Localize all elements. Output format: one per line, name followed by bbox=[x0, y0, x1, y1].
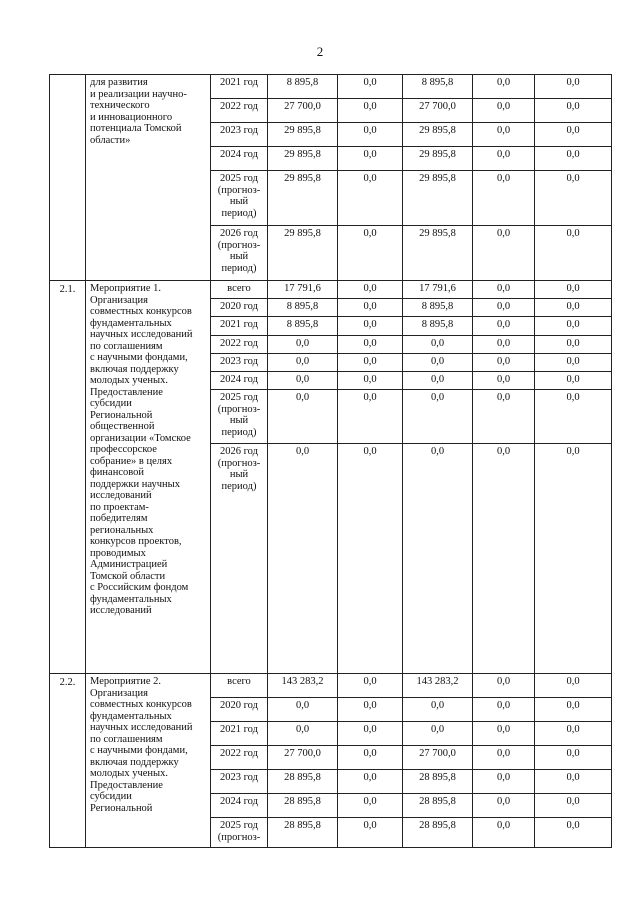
value-cell: 0,0 bbox=[268, 336, 338, 354]
value-cell: 143 283,2 bbox=[403, 674, 473, 698]
value-cell: 0,0 bbox=[535, 722, 612, 746]
value-cell: 0,0 bbox=[473, 123, 535, 147]
value-cell: 0,0 bbox=[535, 794, 612, 818]
item-description: Мероприятие 1. Организация совместных конкурсов фундаментальных научных исследований по соглашениям с научными фондами, включая поддержку молодых ученых. Предоставление субсидии Региональной общественной организации «Томское профессорское собрание» в целях финансовой поддержки научных исследований по проектам- победителям региональных конкурсов проектов, проводимых Администрацией Томской области с Российским фондом фундаментальных исследований bbox=[86, 281, 211, 674]
value-cell: 8 895,8 bbox=[403, 299, 473, 317]
table-row bbox=[50, 281, 612, 299]
period-cell: всего bbox=[211, 674, 268, 698]
period-cell: 2024 год bbox=[211, 147, 268, 171]
value-cell: 0,0 bbox=[535, 317, 612, 336]
value-cell: 0,0 bbox=[535, 674, 612, 698]
value-cell: 0,0 bbox=[473, 444, 535, 674]
item-description: Мероприятие 2. Организация совместных конкурсов фундаментальных научных исследований по соглашениям с научными фондами, включая поддержку молодых ученых. Предоставление субсидии Региональной bbox=[86, 674, 211, 848]
period-cell: 2020 год bbox=[211, 698, 268, 722]
value-cell: 0,0 bbox=[535, 75, 612, 99]
value-cell: 28 895,8 bbox=[268, 794, 338, 818]
value-cell: 0,0 bbox=[338, 794, 403, 818]
value-cell: 28 895,8 bbox=[403, 794, 473, 818]
value-cell: 28 895,8 bbox=[403, 818, 473, 848]
value-cell: 8 895,8 bbox=[268, 75, 338, 99]
value-cell: 29 895,8 bbox=[268, 147, 338, 171]
period-cell: 2023 год bbox=[211, 123, 268, 147]
value-cell: 0,0 bbox=[535, 99, 612, 123]
value-cell: 0,0 bbox=[473, 336, 535, 354]
value-cell: 29 895,8 bbox=[403, 147, 473, 171]
item-number bbox=[50, 75, 86, 281]
value-cell: 0,0 bbox=[535, 226, 612, 281]
value-cell: 0,0 bbox=[338, 722, 403, 746]
value-cell: 0,0 bbox=[338, 770, 403, 794]
period-cell: 2023 год bbox=[211, 354, 268, 372]
value-cell: 0,0 bbox=[473, 75, 535, 99]
value-cell: 0,0 bbox=[535, 818, 612, 848]
value-cell: 0,0 bbox=[473, 722, 535, 746]
value-cell: 0,0 bbox=[338, 147, 403, 171]
value-cell: 0,0 bbox=[338, 444, 403, 674]
value-cell: 0,0 bbox=[473, 354, 535, 372]
value-cell: 0,0 bbox=[403, 354, 473, 372]
value-cell: 0,0 bbox=[535, 770, 612, 794]
value-cell: 0,0 bbox=[473, 99, 535, 123]
value-cell: 0,0 bbox=[473, 299, 535, 317]
value-cell: 29 895,8 bbox=[403, 226, 473, 281]
value-cell: 0,0 bbox=[268, 390, 338, 444]
item-description: для развития и реализации научно- технического и инновационного потенциала Томской области» bbox=[86, 75, 211, 281]
value-cell: 0,0 bbox=[268, 722, 338, 746]
value-cell: 27 700,0 bbox=[268, 746, 338, 770]
value-cell: 0,0 bbox=[473, 770, 535, 794]
value-cell: 29 895,8 bbox=[403, 171, 473, 226]
value-cell: 0,0 bbox=[403, 372, 473, 390]
value-cell: 17 791,6 bbox=[403, 281, 473, 299]
value-cell: 8 895,8 bbox=[268, 299, 338, 317]
value-cell: 28 895,8 bbox=[268, 770, 338, 794]
value-cell: 0,0 bbox=[535, 372, 612, 390]
period-cell: 2025 год (прогноз- bbox=[211, 818, 268, 848]
period-cell: 2020 год bbox=[211, 299, 268, 317]
value-cell: 0,0 bbox=[535, 390, 612, 444]
value-cell: 0,0 bbox=[338, 99, 403, 123]
period-cell: 2025 год (прогноз- ный период) bbox=[211, 390, 268, 444]
budget-table bbox=[49, 74, 612, 848]
value-cell: 27 700,0 bbox=[403, 99, 473, 123]
value-cell: 0,0 bbox=[338, 299, 403, 317]
value-cell: 0,0 bbox=[338, 171, 403, 226]
period-cell: всего bbox=[211, 281, 268, 299]
value-cell: 0,0 bbox=[268, 444, 338, 674]
value-cell: 27 700,0 bbox=[268, 99, 338, 123]
value-cell: 0,0 bbox=[535, 281, 612, 299]
table-row bbox=[50, 674, 612, 698]
value-cell: 8 895,8 bbox=[268, 317, 338, 336]
period-cell: 2026 год (прогноз- ный период) bbox=[211, 226, 268, 281]
page-number: 2 bbox=[316, 44, 324, 59]
value-cell: 29 895,8 bbox=[403, 123, 473, 147]
table-row bbox=[50, 75, 612, 99]
value-cell: 0,0 bbox=[473, 698, 535, 722]
value-cell: 0,0 bbox=[268, 354, 338, 372]
value-cell: 28 895,8 bbox=[403, 770, 473, 794]
period-cell: 2024 год bbox=[211, 794, 268, 818]
value-cell: 0,0 bbox=[473, 171, 535, 226]
value-cell: 0,0 bbox=[473, 226, 535, 281]
value-cell: 28 895,8 bbox=[268, 818, 338, 848]
value-cell: 0,0 bbox=[338, 390, 403, 444]
value-cell: 0,0 bbox=[338, 372, 403, 390]
value-cell: 0,0 bbox=[473, 746, 535, 770]
period-cell: 2023 год bbox=[211, 770, 268, 794]
value-cell: 0,0 bbox=[403, 698, 473, 722]
value-cell: 0,0 bbox=[535, 147, 612, 171]
value-cell: 0,0 bbox=[535, 171, 612, 226]
value-cell: 0,0 bbox=[535, 444, 612, 674]
value-cell: 0,0 bbox=[268, 698, 338, 722]
value-cell: 0,0 bbox=[338, 123, 403, 147]
value-cell: 17 791,6 bbox=[268, 281, 338, 299]
value-cell: 0,0 bbox=[473, 390, 535, 444]
value-cell: 0,0 bbox=[338, 698, 403, 722]
value-cell: 0,0 bbox=[338, 75, 403, 99]
value-cell: 0,0 bbox=[338, 354, 403, 372]
value-cell: 0,0 bbox=[535, 698, 612, 722]
period-cell: 2025 год (прогноз- ный период) bbox=[211, 171, 268, 226]
value-cell: 0,0 bbox=[403, 390, 473, 444]
value-cell: 0,0 bbox=[338, 226, 403, 281]
period-cell: 2021 год bbox=[211, 722, 268, 746]
value-cell: 0,0 bbox=[535, 336, 612, 354]
period-cell: 2022 год bbox=[211, 746, 268, 770]
value-cell: 8 895,8 bbox=[403, 75, 473, 99]
value-cell: 0,0 bbox=[473, 147, 535, 171]
value-cell: 0,0 bbox=[403, 336, 473, 354]
value-cell: 8 895,8 bbox=[403, 317, 473, 336]
value-cell: 0,0 bbox=[535, 746, 612, 770]
value-cell: 29 895,8 bbox=[268, 171, 338, 226]
period-cell: 2022 год bbox=[211, 99, 268, 123]
value-cell: 29 895,8 bbox=[268, 226, 338, 281]
value-cell: 0,0 bbox=[338, 818, 403, 848]
value-cell: 0,0 bbox=[268, 372, 338, 390]
value-cell: 27 700,0 bbox=[403, 746, 473, 770]
item-number: 2.2. bbox=[50, 674, 86, 848]
period-cell: 2026 год (прогноз- ный период) bbox=[211, 444, 268, 674]
period-cell: 2021 год bbox=[211, 317, 268, 336]
value-cell: 29 895,8 bbox=[268, 123, 338, 147]
value-cell: 0,0 bbox=[535, 299, 612, 317]
value-cell: 0,0 bbox=[473, 818, 535, 848]
value-cell: 0,0 bbox=[473, 281, 535, 299]
value-cell: 0,0 bbox=[473, 794, 535, 818]
value-cell: 0,0 bbox=[473, 372, 535, 390]
value-cell: 0,0 bbox=[473, 674, 535, 698]
value-cell: 0,0 bbox=[473, 317, 535, 336]
value-cell: 0,0 bbox=[338, 336, 403, 354]
value-cell: 0,0 bbox=[403, 722, 473, 746]
value-cell: 0,0 bbox=[535, 354, 612, 372]
value-cell: 0,0 bbox=[338, 746, 403, 770]
value-cell: 0,0 bbox=[338, 281, 403, 299]
period-cell: 2024 год bbox=[211, 372, 268, 390]
value-cell: 0,0 bbox=[535, 123, 612, 147]
value-cell: 0,0 bbox=[338, 317, 403, 336]
period-cell: 2021 год bbox=[211, 75, 268, 99]
value-cell: 0,0 bbox=[338, 674, 403, 698]
period-cell: 2022 год bbox=[211, 336, 268, 354]
value-cell: 143 283,2 bbox=[268, 674, 338, 698]
item-number: 2.1. bbox=[50, 281, 86, 674]
value-cell: 0,0 bbox=[403, 444, 473, 674]
